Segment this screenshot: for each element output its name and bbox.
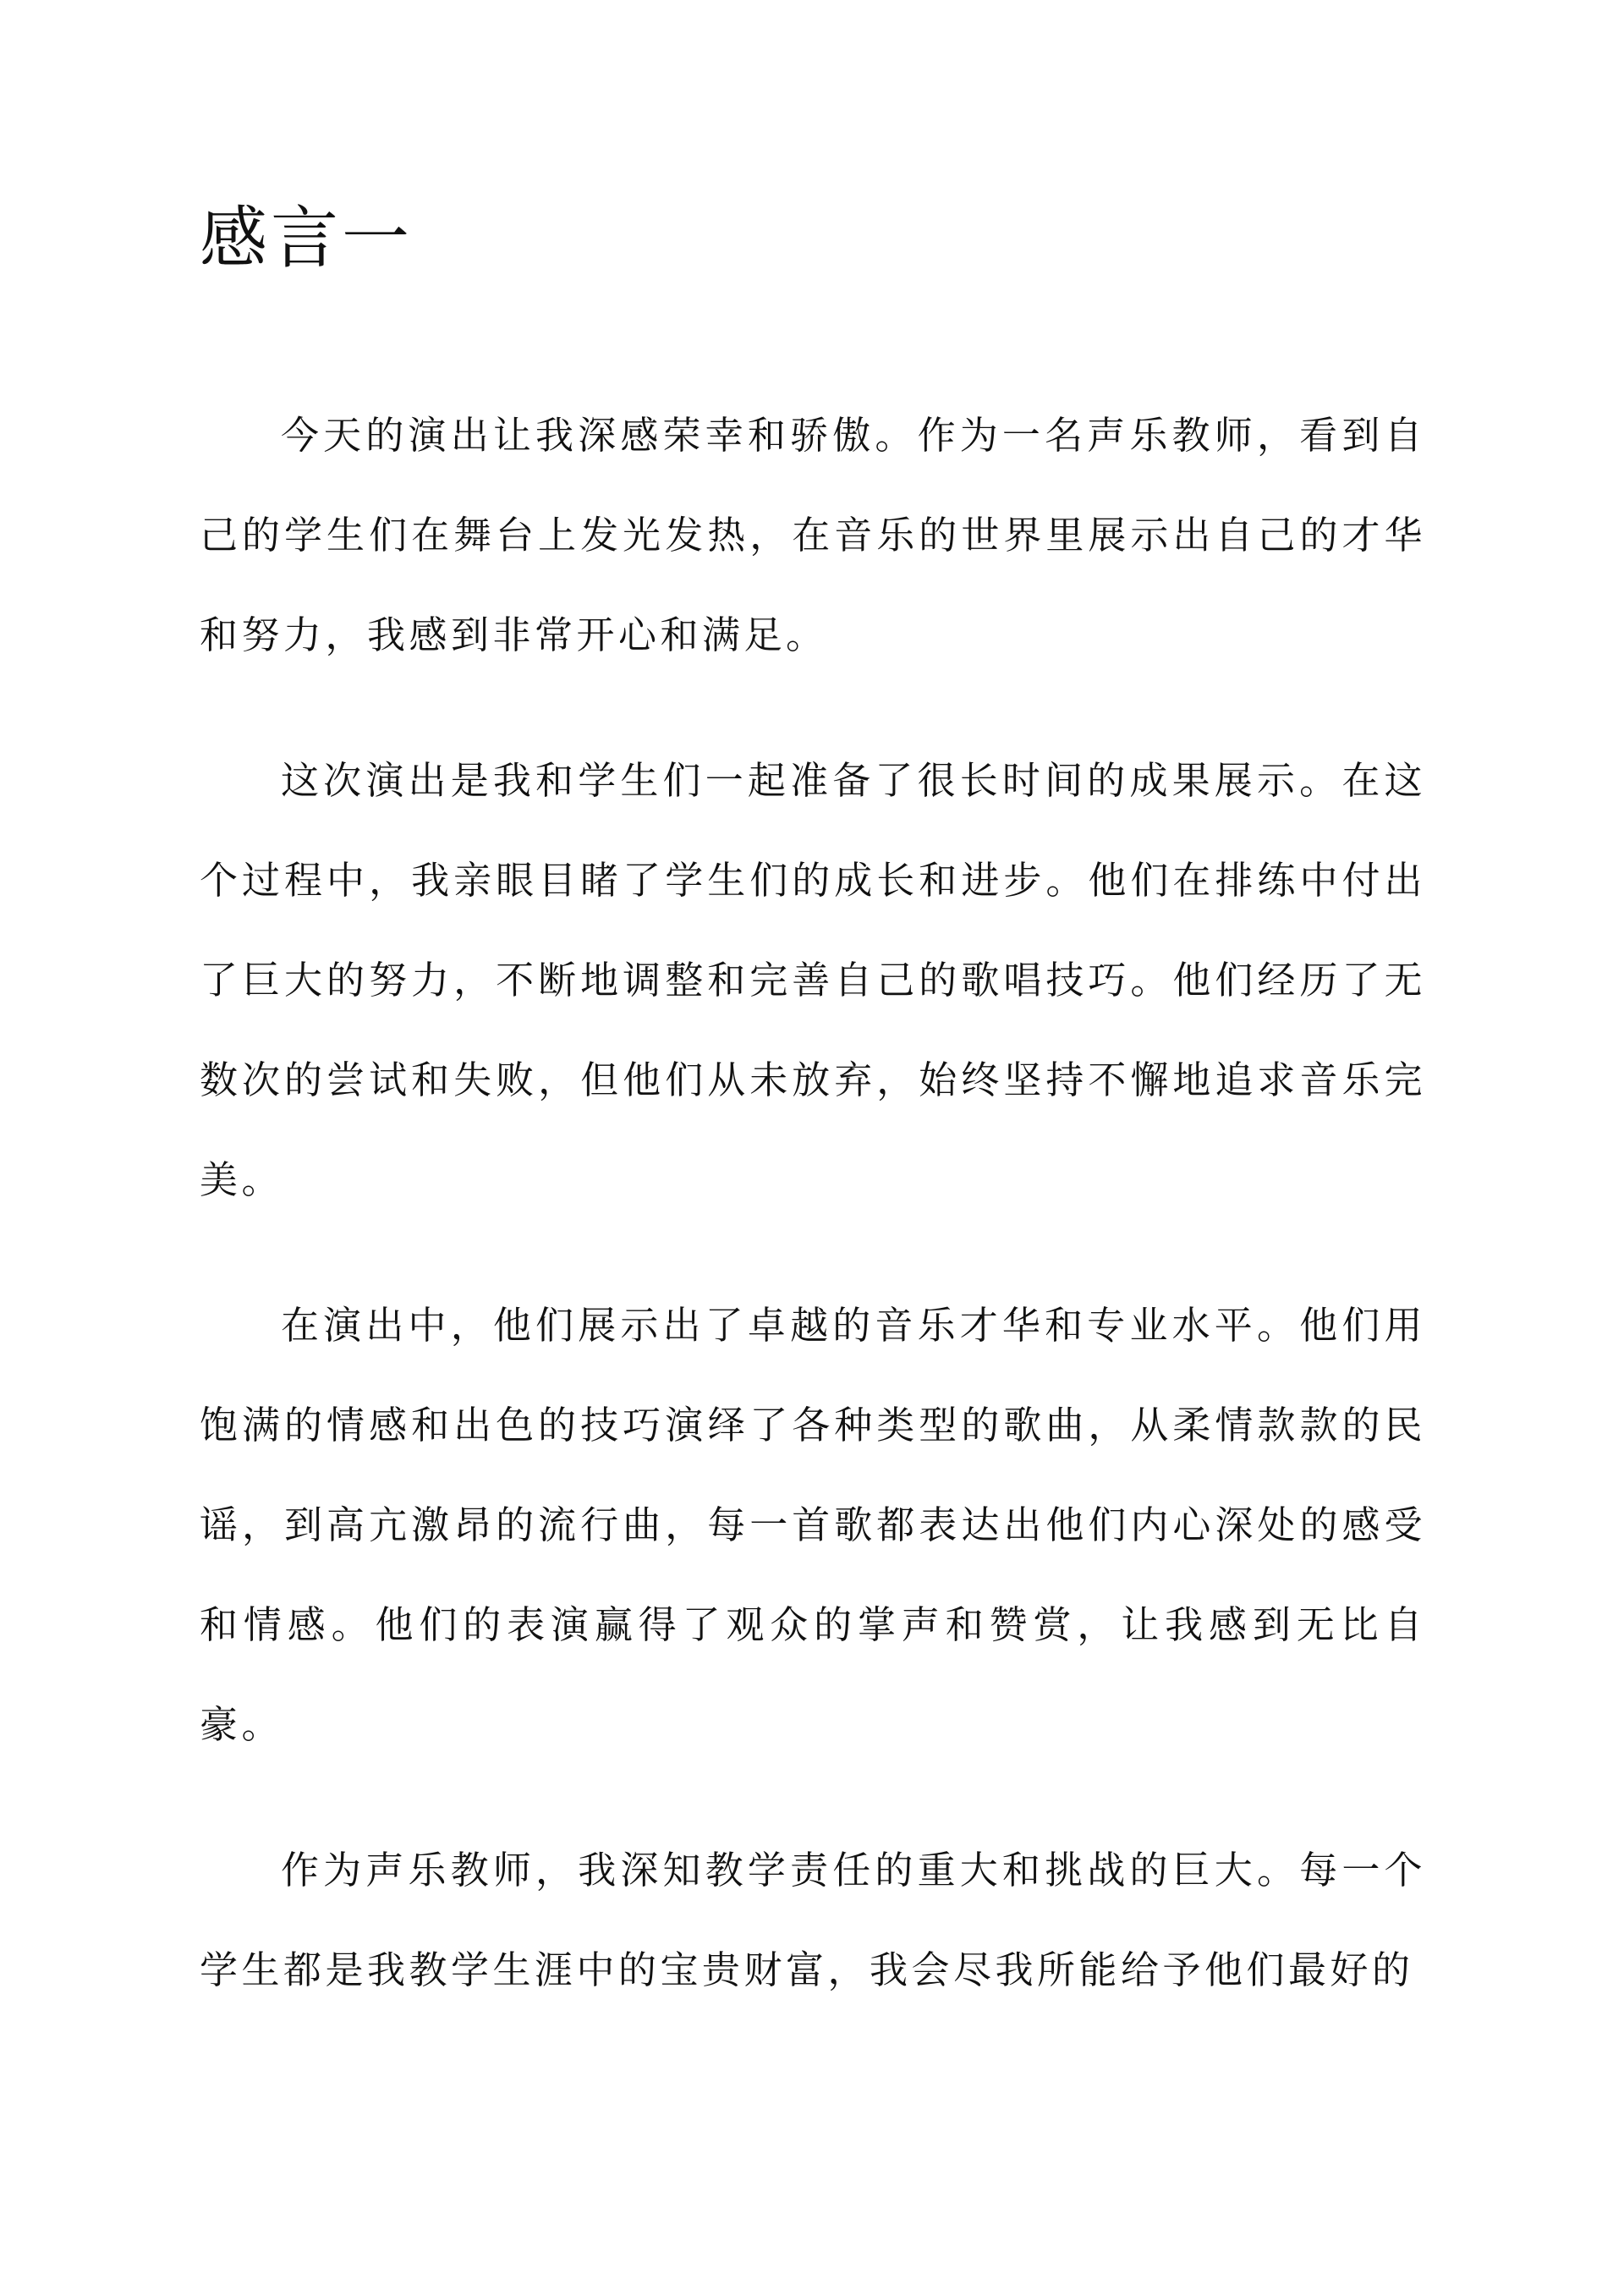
paragraph-4: 作为声乐教师，我深知教学责任的重大和挑战的巨大。每一个学生都是我教学生涯中的宝贵财富，我会尽我所能给予他们最好的 — [200, 1848, 1426, 1992]
document-title: 感言一 — [200, 199, 413, 277]
document-body — [200, 386, 1426, 2066]
paragraph-1: 今天的演出让我深感荣幸和骄傲。作为一名声乐教师，看到自己的学生们在舞台上发光发热，在音乐的世界里展示出自己的才华和努力，我感到非常开心和满足。 — [200, 413, 1426, 657]
paragraph-2: 这次演出是我和学生们一起准备了很长时间的成果展示。在这个过程中，我亲眼目睹了学生们的成长和进步。他们在排练中付出了巨大的努力，不断地调整和完善自己的歌唱技巧。他们经历了无数次的尝试和失败，但他们从未放弃，始终坚持不懈地追求音乐完美。 — [200, 758, 1426, 1202]
paragraph-3: 在演出中，他们展示出了卓越的音乐才华和专业水平。他们用饱满的情感和出色的技巧演绎了各种类型的歌曲，从柔情款款的民谣，到高亢激昂的流行曲，每一首歌都表达出他们内心深处的感受和情感。他们的表演赢得了观众的掌声和赞赏，让我感到无比自豪。 — [200, 1303, 1426, 1747]
